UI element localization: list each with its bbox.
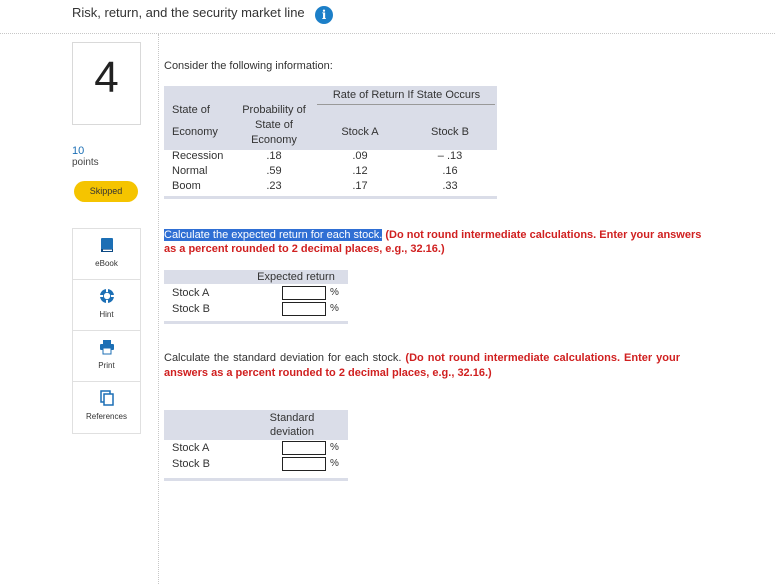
- part2-row-label: Stock A: [172, 442, 210, 454]
- row-prob: .18: [266, 150, 282, 162]
- header-prob-bottom: Economy: [251, 134, 297, 146]
- sidebar-divider: [158, 34, 159, 584]
- header-state-top: State of: [172, 104, 210, 116]
- percent-unit: %: [330, 287, 339, 298]
- stock-b-std-dev-input[interactable]: [282, 457, 326, 471]
- part2-prompt: [164, 351, 680, 381]
- std-dev-table-bottom: [164, 478, 348, 481]
- row-stock-a: .17: [352, 180, 368, 192]
- printer-icon: [99, 339, 115, 355]
- header-stock-a: Stock A: [341, 126, 379, 138]
- stock-a-std-dev-input[interactable]: [282, 441, 326, 455]
- part2-prompt-text: Calculate the standard deviation for each stock.: [164, 352, 402, 364]
- question-intro: Consider the following information:: [164, 60, 333, 72]
- row-stock-a: .09: [352, 150, 368, 162]
- row-prob: .59: [266, 165, 282, 177]
- question-number-box: [72, 42, 141, 125]
- header-prob-mid: State of: [255, 119, 293, 131]
- book-icon: [99, 237, 115, 253]
- expected-return-header: Expected return: [257, 271, 335, 283]
- assignment-title: Risk, return, and the security market line: [72, 5, 305, 20]
- expected-return-table-bottom: [164, 321, 348, 324]
- header-divider: [0, 33, 775, 34]
- stock-a-expected-return-input[interactable]: [282, 286, 326, 300]
- part2-instruction: (Do not round intermediate calculations. Enter your answers as a percent rounded to 2 decimal places, e.g., 32.16.): [164, 352, 681, 379]
- percent-unit: %: [330, 458, 339, 469]
- assignment-header: [0, 0, 775, 34]
- question-number: 4: [94, 53, 119, 102]
- header-rate-group: Rate of Return If State Occurs: [332, 89, 481, 101]
- part2-row-label: Stock B: [172, 458, 210, 470]
- row-stock-b: – .13: [437, 150, 463, 162]
- info-icon[interactable]: i: [315, 6, 333, 24]
- references-label: References: [86, 412, 127, 421]
- row-state: Recession: [172, 150, 224, 162]
- stock-b-expected-return-input[interactable]: [282, 302, 326, 316]
- std-dev-header-top: Standard: [269, 412, 315, 424]
- percent-unit: %: [330, 442, 339, 453]
- references-button[interactable]: [73, 382, 140, 433]
- points-value: 10: [72, 145, 85, 157]
- part1-row-label: Stock B: [172, 303, 210, 315]
- row-state: Normal: [172, 165, 208, 177]
- row-stock-b: .16: [442, 165, 458, 177]
- header-prob-top: Probability of: [242, 104, 306, 116]
- points-label: points: [72, 157, 99, 168]
- row-stock-b: .33: [442, 180, 458, 192]
- points-display: [72, 145, 99, 169]
- lifebuoy-icon: [99, 288, 115, 304]
- print-button[interactable]: [73, 331, 140, 382]
- header-state-bottom: Economy: [172, 126, 218, 138]
- returns-table-bottom-bar: [164, 196, 497, 199]
- print-label: Print: [98, 361, 115, 370]
- std-dev-header-bottom: deviation: [269, 426, 315, 438]
- row-state: Boom: [172, 180, 201, 192]
- tools-panel: [72, 228, 141, 434]
- hint-label: Hint: [99, 310, 114, 319]
- status-badge: Skipped: [74, 181, 138, 202]
- header-stock-b: Stock B: [431, 126, 469, 138]
- part1-prompt-highlight: Calculate the expected return for each stock.: [164, 229, 383, 241]
- row-prob: .23: [266, 180, 282, 192]
- part1-prompt: [164, 228, 704, 256]
- ebook-button[interactable]: [73, 229, 140, 280]
- part1-instruction: (Do not round intermediate calculations. Enter your answers as a percent rounded to 2 decimal places, e.g., 32.16.): [164, 229, 702, 255]
- expected-return-table: [164, 270, 348, 326]
- percent-unit: %: [330, 303, 339, 314]
- part1-row-label: Stock A: [172, 287, 210, 299]
- hint-button[interactable]: [73, 280, 140, 331]
- returns-table: [164, 86, 497, 198]
- row-stock-a: .12: [352, 165, 368, 177]
- standard-deviation-table: [164, 410, 348, 484]
- documents-icon: [99, 390, 115, 406]
- ebook-label: eBook: [95, 259, 118, 268]
- header-group-rule: [317, 104, 495, 105]
